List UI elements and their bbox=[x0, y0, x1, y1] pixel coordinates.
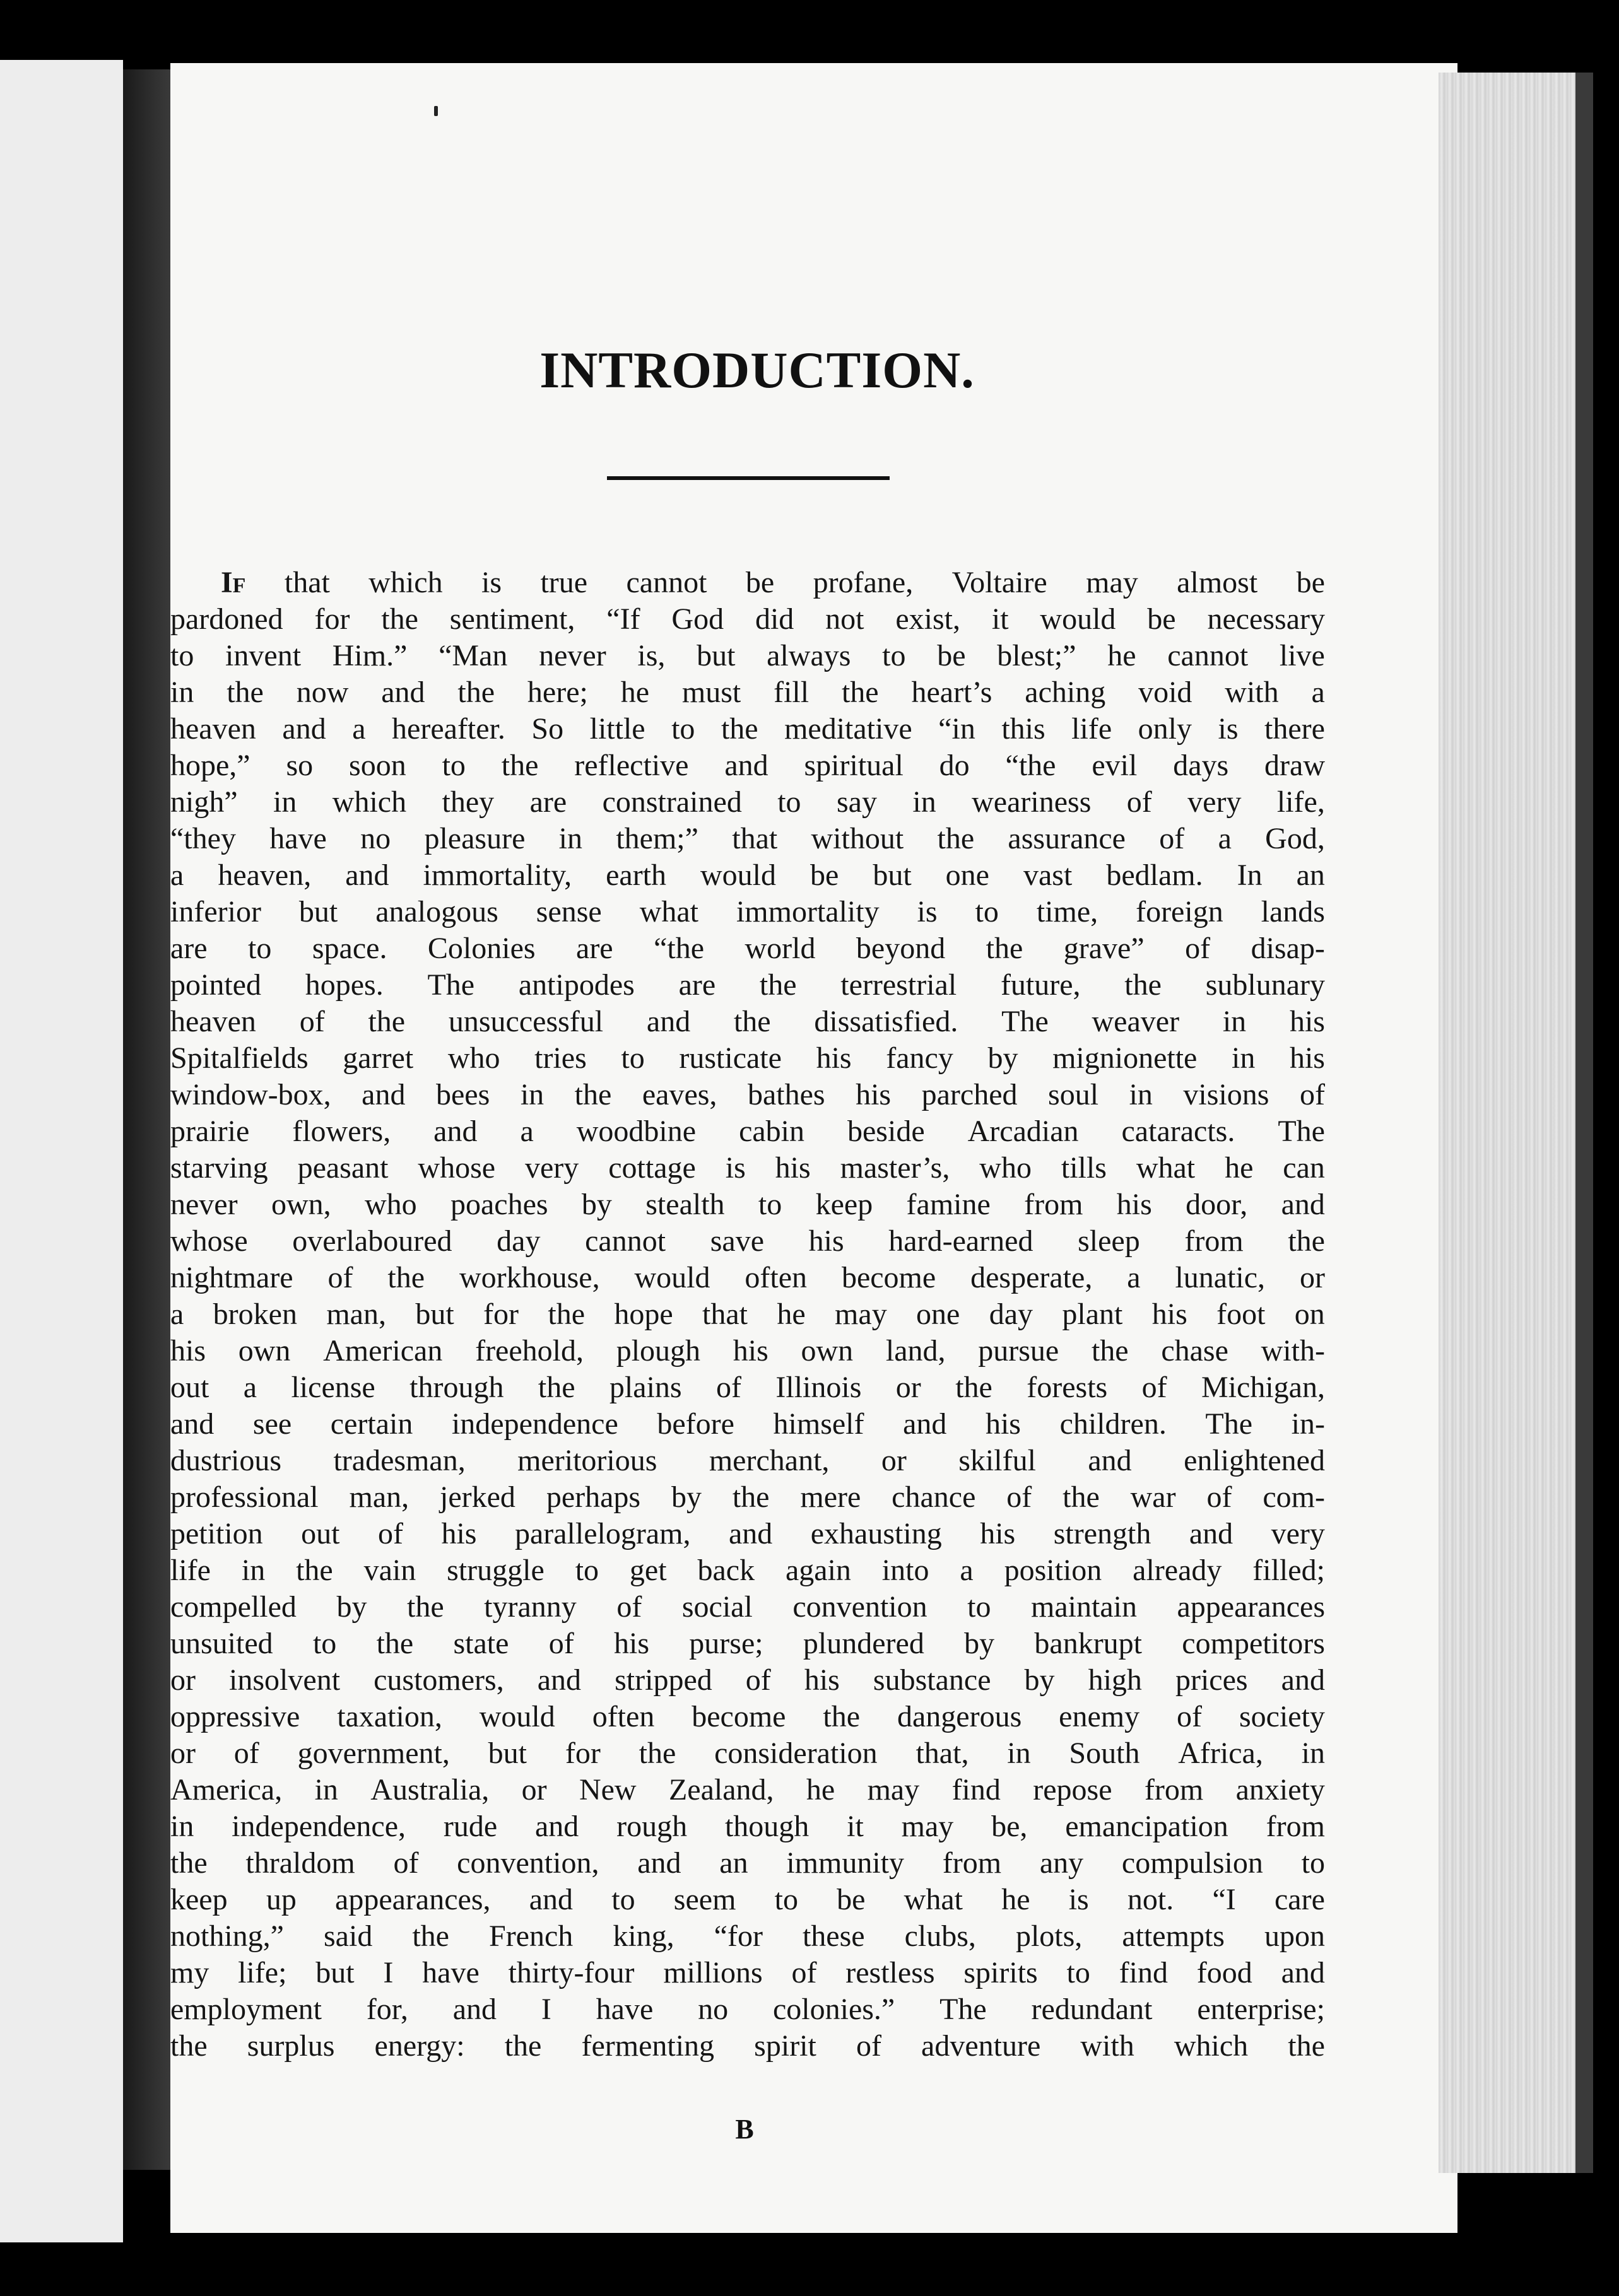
text-line: keep up appearances, and to seem to be what he is not. “I care bbox=[170, 1883, 1325, 1916]
text-line: prairie flowers, and a woodbine cabin beside Arcadian cataracts. The bbox=[170, 1115, 1325, 1148]
text-line: unsuited to the state of his purse; plundered by bankrupt competitors bbox=[170, 1627, 1325, 1660]
text-line: starving peasant whose very cottage is his master’s, who tills what he can bbox=[170, 1151, 1325, 1185]
text-line: heaven and a hereafter. So little to the meditative “in this life only is there bbox=[170, 712, 1325, 746]
text-line: window-box, and bees in the eaves, bathes his parched soul in visions of bbox=[170, 1078, 1325, 1111]
ink-mark bbox=[434, 106, 438, 116]
text-line: oppressive taxation, would often become the dangerous enemy of society bbox=[170, 1700, 1325, 1733]
text-line: “they have no pleasure in them;” that without the assurance of a God, bbox=[170, 822, 1325, 855]
text-line: whose overlaboured day cannot save his hard-earned sleep from the bbox=[170, 1224, 1325, 1258]
text-line: in independence, rude and rough though it may be, emancipation from bbox=[170, 1810, 1325, 1843]
text-line: in the now and the here; he must fill the heart’s aching void with a bbox=[170, 676, 1325, 709]
text-line: and see certain independence before himself and his children. The in- bbox=[170, 1407, 1325, 1441]
text-line: are to space. Colonies are “the world beyond the grave” of disap- bbox=[170, 932, 1325, 965]
body-text bbox=[170, 565, 1325, 2065]
text-line: America, in Australia, or New Zealand, he may find repose from anxiety bbox=[170, 1773, 1325, 1807]
text-line: his own American freehold, plough his own land, pursue the chase with- bbox=[170, 1334, 1325, 1368]
text-line: petition out of his parallelogram, and exhausting his strength and very bbox=[170, 1517, 1325, 1550]
text-line: compelled by the tyranny of social convention to maintain appearances bbox=[170, 1590, 1325, 1624]
text-line: hope,” so soon to the reflective and spiritual do “the evil days draw bbox=[170, 749, 1325, 782]
text-line: inferior but analogous sense what immortality is to time, foreign lands bbox=[170, 895, 1325, 928]
text-line: heaven of the unsuccessful and the dissatisfied. The weaver in his bbox=[170, 1005, 1325, 1038]
text-line: a heaven, and immortality, earth would be but one vast bedlam. In an bbox=[170, 858, 1325, 892]
text-line: a broken man, but for the hope that he may one day plant his foot on bbox=[170, 1297, 1325, 1331]
text-line: to invent Him.” “Man never is, but always to be blest;” he cannot live bbox=[170, 639, 1325, 672]
page-title: INTRODUCTION. bbox=[539, 341, 975, 399]
text-line: or insolvent customers, and stripped of his substance by high prices and bbox=[170, 1663, 1325, 1697]
text-line: nigh” in which they are constrained to say in weariness of very life, bbox=[170, 785, 1325, 819]
text-line: nightmare of the workhouse, would often become desperate, a lunatic, or bbox=[170, 1261, 1325, 1294]
binding-gutter bbox=[123, 69, 170, 2170]
text-line: the thraldom of convention, and an immunity from any compulsion to bbox=[170, 1846, 1325, 1880]
text-line: If that which is true cannot be profane, Voltaire may almost be bbox=[221, 566, 1325, 599]
signature-mark: B bbox=[735, 2114, 754, 2145]
text-line: professional man, jerked perhaps by the mere chance of the war of com- bbox=[170, 1480, 1325, 1514]
text-line: Spitalfields garret who tries to rusticate his fancy by mignionette in his bbox=[170, 1041, 1325, 1075]
text-line: pardoned for the sentiment, “If God did not exist, it would be necessary bbox=[170, 602, 1325, 636]
text-line: my life; but I have thirty-four millions of restless spirits to find food and bbox=[170, 1956, 1325, 1989]
page-stack-edge bbox=[1439, 73, 1593, 2173]
text-line: life in the vain struggle to get back again into a position already filled; bbox=[170, 1554, 1325, 1587]
facing-page-edge bbox=[0, 60, 123, 2242]
text-line: pointed hopes. The antipodes are the terrestrial future, the sublunary bbox=[170, 968, 1325, 1002]
text-line: never own, who poaches by stealth to keep famine from his door, and bbox=[170, 1188, 1325, 1221]
text-line: the surplus energy: the fermenting spirit of adventure with which the bbox=[170, 2029, 1325, 2063]
text-line: employment for, and I have no colonies.” The redundant enterprise; bbox=[170, 1993, 1325, 2026]
text-line: out a license through the plains of Illinois or the forests of Michigan, bbox=[170, 1371, 1325, 1404]
text-line: or of government, but for the consideration that, in South Africa, in bbox=[170, 1737, 1325, 1770]
text-line: dustrious tradesman, meritorious merchant, or skilful and enlightened bbox=[170, 1444, 1325, 1477]
text-line: nothing,” said the French king, “for these clubs, plots, attempts upon bbox=[170, 1919, 1325, 1953]
title-rule bbox=[607, 476, 890, 480]
